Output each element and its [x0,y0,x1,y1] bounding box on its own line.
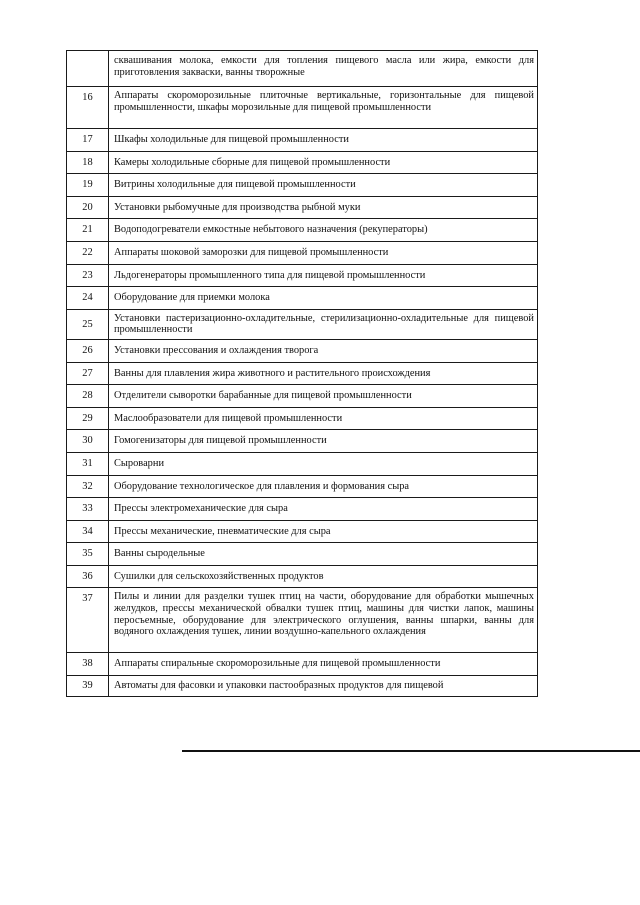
row-number-cell: 35 [67,543,109,566]
row-description-cell: Прессы электромеханические для сыра [109,498,538,521]
table-row-38 [67,653,538,676]
table-row-36 [67,565,538,588]
table-row-27 [67,362,538,385]
table-row-17 [67,129,538,152]
row-number-cell: 29 [67,407,109,430]
table-row-26 [67,339,538,362]
row-number-cell: 23 [67,264,109,287]
row-description-cell: Водоподогреватели емкостные небытового назначения (рекуператоры) [109,219,538,242]
table-row-39 [67,676,538,697]
row-number-cell: 33 [67,498,109,521]
row-number-cell: 24 [67,287,109,310]
row-description-cell: Аппараты скороморозильные плиточные вертикальные, горизонтальные для пищевой промышленности, шкафы морозильные для пищевой промышленности [109,87,538,129]
row-number-cell: 36 [67,565,109,588]
table-row-25 [67,309,538,339]
row-description-cell: Отделители сыворотки барабанные для пищевой промышленности [109,385,538,408]
row-description-cell: Маслообразователи для пищевой промышленности [109,407,538,430]
equipment-table-body [67,51,538,697]
row-number-cell: 18 [67,151,109,174]
row-description-cell: Сушилки для сельскохозяйственных продуктов [109,565,538,588]
row-number-cell: 27 [67,362,109,385]
row-number-cell: 25 [67,309,109,339]
table-row-35 [67,543,538,566]
row-number-cell: 39 [67,676,109,697]
row-number-cell: 38 [67,653,109,676]
table-row-34 [67,520,538,543]
row-description-cell: Оборудование технологическое для плавления и формования сыра [109,475,538,498]
table-row-31 [67,452,538,475]
row-description-cell: сквашивания молока, емкости для топления пищевого масла или жира, емкости для приготовления закваски, ванны творожные [109,51,538,87]
row-description-cell: Пилы и линии для разделки тушек птиц на части, оборудование для обработки мышечных желудков, прессы механической обвалки тушек птиц, машины для чистки лапок, машины перосъемные, оборудование для электрического оглушения, ванны шпарки, ванны для водяного охлаждения тушек, линии воздушно-капельного охлаждения [109,588,538,653]
row-number-cell: 31 [67,452,109,475]
row-description-cell: Ванны для плавления жира животного и растительного происхождения [109,362,538,385]
table-row-37 [67,588,538,653]
row-number-cell: 26 [67,339,109,362]
table-row-21 [67,219,538,242]
table-row-20 [67,196,538,219]
row-description-cell: Сыроварни [109,452,538,475]
table-row-continuation [67,51,538,87]
row-number-cell: 16 [67,87,109,129]
row-description-cell: Установки рыбомучные для производства рыбной муки [109,196,538,219]
row-description-cell: Камеры холодильные сборные для пищевой промышленности [109,151,538,174]
row-description-cell: Аппараты шоковой заморозки для пищевой промышленности [109,241,538,264]
row-description-cell: Ванны сыродельные [109,543,538,566]
row-number-cell: 37 [67,588,109,653]
table-row-29 [67,407,538,430]
table-row-33 [67,498,538,521]
row-description-cell: Установки пастеризационно-охладительные, стерилизационно-охладительные для пищевой промышленности [109,309,538,339]
table-row-16 [67,87,538,129]
table-row-28 [67,385,538,408]
table-row-23 [67,264,538,287]
row-description-cell: Автоматы для фасовки и упаковки пастообразных продуктов для пищевой [109,676,538,697]
table-row-32 [67,475,538,498]
table-row-22 [67,241,538,264]
row-description-cell: Прессы механические, пневматические для сыра [109,520,538,543]
table-row-24 [67,287,538,310]
row-number-cell: 30 [67,430,109,453]
row-number-cell: 32 [67,475,109,498]
row-number-cell: 20 [67,196,109,219]
row-number-cell: 34 [67,520,109,543]
row-number-cell: 28 [67,385,109,408]
footer-divider-line [182,750,640,752]
row-number-cell: 17 [67,129,109,152]
row-number-cell: 22 [67,241,109,264]
row-description-cell: Гомогенизаторы для пищевой промышленности [109,430,538,453]
row-number-cell [67,51,109,87]
table-row-30 [67,430,538,453]
row-description-cell: Установки прессования и охлаждения творога [109,339,538,362]
table-row-19 [67,174,538,197]
row-description-cell: Витрины холодильные для пищевой промышленности [109,174,538,197]
row-description-cell: Аппараты спиральные скороморозильные для пищевой промышленности [109,653,538,676]
row-number-cell: 19 [67,174,109,197]
row-number-cell: 21 [67,219,109,242]
row-description-cell: Льдогенераторы промышленного типа для пищевой промышленности [109,264,538,287]
equipment-table [66,50,538,697]
row-description-cell: Оборудование для приемки молока [109,287,538,310]
table-row-18 [67,151,538,174]
row-description-cell: Шкафы холодильные для пищевой промышленности [109,129,538,152]
